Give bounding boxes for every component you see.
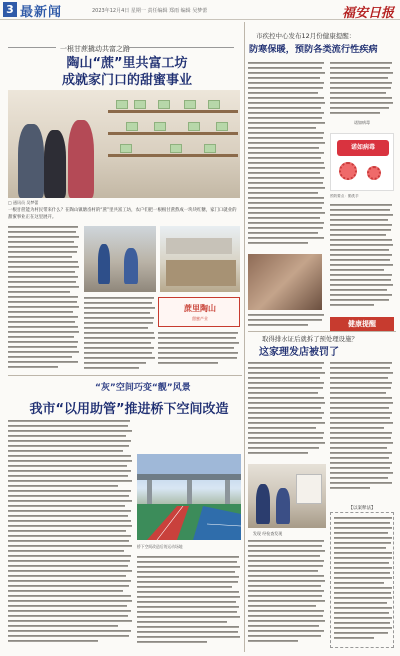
- bridge-court-illustration: [137, 454, 241, 540]
- right-body-col3: [330, 204, 394, 314]
- product-box: [204, 144, 216, 153]
- health-poster: [330, 133, 394, 191]
- product-box: [134, 100, 146, 109]
- section-divider: [8, 375, 242, 376]
- sidebar-box: [330, 512, 394, 648]
- shelf: [108, 154, 238, 157]
- person-figure: [18, 124, 44, 198]
- health-tag: 健康提醒: [330, 317, 394, 331]
- page-meta: 2023年12月4日 星期一 责任编辑 郑雨 编辑 吴梦蕾: [92, 8, 208, 14]
- product-box: [208, 100, 220, 109]
- bridge-deck: [137, 474, 241, 480]
- story1-headline-line1: 陶山“蔗”里共富工坊: [66, 56, 188, 71]
- story1-caption: □ 通讯员 吴梦蕾: [8, 200, 39, 205]
- bridge-pillar: [147, 480, 152, 504]
- right-kicker2: 取得排水证后就拆了预处理设施？: [262, 335, 358, 343]
- virus-icon: [367, 166, 381, 180]
- story1-body-col1: [8, 226, 80, 372]
- inspector-figure: [256, 484, 270, 524]
- kicker-rule-right: [124, 47, 234, 48]
- text-lines: [158, 332, 240, 372]
- text-lines: [8, 420, 133, 650]
- text-lines: [330, 62, 394, 118]
- person-figure: [68, 120, 94, 198]
- text-lines: [248, 62, 326, 250]
- story1-stamp: [158, 297, 240, 327]
- product-box: [154, 122, 166, 131]
- text-lines: [248, 314, 326, 330]
- product-box: [158, 100, 170, 109]
- shelf: [108, 110, 238, 113]
- shelf: [108, 132, 238, 135]
- poster-caption: 预防要点：勤洗手: [330, 194, 359, 198]
- story2-body-col1: [8, 420, 133, 650]
- story2-headline: 我市“以用助管”推进桥下空间改造: [29, 402, 229, 417]
- text-lines: [248, 540, 326, 650]
- right-body-col1b: [248, 314, 326, 330]
- right-divider: [248, 331, 396, 332]
- virus-icon: [339, 162, 357, 180]
- right-caption: 发现 经检查发现: [253, 531, 283, 536]
- text-lines: [332, 517, 394, 651]
- story1-body-col2: [84, 297, 156, 373]
- stamp-title: 蔗里陶山: [184, 304, 216, 313]
- story1-kicker: 一根甘蔗撬动共富之路: [60, 45, 130, 53]
- right-headline2: 这家理发店被罚了: [259, 347, 339, 358]
- right-body-col6: [330, 362, 394, 502]
- product-box: [116, 100, 128, 109]
- story2-subtitle: “灰”空间巧变“靓”风景: [95, 383, 191, 393]
- right-photo: [248, 254, 322, 310]
- building: [166, 238, 232, 254]
- story2-photo: [137, 454, 241, 540]
- poster-label: 诺如病毒: [354, 120, 370, 125]
- text-lines: [330, 362, 394, 502]
- worker-figure: [98, 244, 110, 284]
- bridge-pillar: [225, 480, 230, 504]
- masthead-logo: 福安日报: [341, 6, 394, 21]
- story1-headline-line2: 成就家门口的甜蜜事业: [61, 73, 192, 88]
- story1-photo-workshop: [84, 226, 156, 292]
- page-number: 3: [3, 2, 17, 17]
- right-body-col5: [248, 540, 326, 650]
- right-body-col4: [248, 362, 326, 462]
- story2-photo-caption: 桥下空间改造后的运动场地: [137, 544, 183, 549]
- text-lines: [137, 556, 241, 650]
- page-header: [0, 0, 400, 20]
- worker-figure: [124, 248, 138, 284]
- story1-lead: 一根甘蔗能为村民带来什么？在陶山镇塘岙村的“蔗”里共富工坊，农户们把一根根甘蔗熬成一块块红糖，家门口就业的甜蜜事业正在这里展开。: [8, 208, 237, 220]
- product-box: [216, 122, 228, 131]
- section-title: 最新闻: [20, 5, 63, 20]
- story1-body-col3: [158, 332, 240, 372]
- kicker-rule-left: [8, 47, 56, 48]
- product-box: [188, 122, 200, 131]
- wall-sign: [296, 474, 322, 504]
- story2-body-col2: [137, 556, 241, 650]
- person-figure: [44, 130, 66, 198]
- right-headline1: 防寒保暖，预防各类流行性疾病: [249, 44, 378, 55]
- column-divider: [244, 22, 245, 652]
- right-kicker1: 市疾控中心发布12月份健康提醒：: [256, 32, 356, 40]
- text-lines: [8, 226, 80, 372]
- barbershop-photo: [248, 464, 326, 528]
- story1-photo: [8, 90, 240, 198]
- story1-photo-field: [160, 226, 240, 292]
- text-lines: [84, 297, 156, 373]
- sugarcane-pile: [166, 260, 236, 286]
- product-box: [120, 144, 132, 153]
- inspector-figure: [276, 488, 290, 524]
- right-body-col1: [248, 62, 326, 250]
- product-box: [184, 100, 196, 109]
- text-lines: [248, 362, 326, 462]
- product-box: [170, 144, 182, 153]
- text-lines: [330, 204, 394, 314]
- story1-headline: [12, 55, 242, 89]
- right-body-col2: [330, 62, 394, 118]
- stamp-subtitle: 甜蜜产业: [192, 316, 208, 321]
- bridge-pillar: [187, 480, 192, 504]
- sidebar-box-title: 【以案释法】: [348, 506, 376, 511]
- poster-badge: 诺如病毒: [337, 140, 389, 156]
- sky: [137, 454, 241, 476]
- product-box: [126, 122, 138, 131]
